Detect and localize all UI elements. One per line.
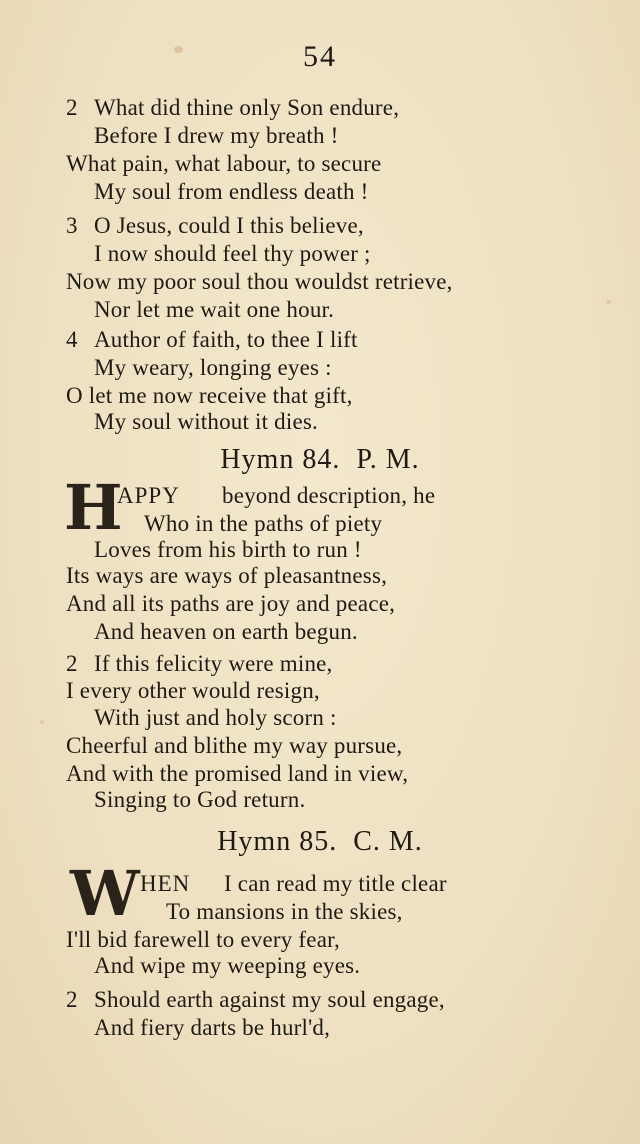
hymn-line: And fiery darts be hurl'd, [94,1015,331,1040]
hymn-line: What pain, what labour, to secure [66,151,382,176]
verse-number: 2 [66,987,78,1012]
drop-cap-letter: H [64,471,123,544]
stain-spot [606,300,611,304]
hymn-line: O let me now receive that gift, [66,383,353,408]
hymn-85-heading [0,826,640,858]
hymn-line: Author of faith, to thee I lift [94,327,358,352]
hymn-line: My weary, longing eyes : [94,355,332,380]
hymn-meter: P. M. [356,444,420,475]
drop-cap-letter: W [70,857,140,930]
hymn-line: Cheerful and blithe my way pursue, [66,733,403,758]
verse-number: 3 [66,213,78,238]
hymn-line: Nor let me wait one hour. [94,297,335,322]
hymn-line: O Jesus, could I this believe, [94,213,364,238]
hymn-line: And all its paths are joy and peace, [66,591,396,616]
hymn-line: What did thine only Son endure, [94,95,400,120]
hymn-line: I every other would resign, [66,678,320,703]
hymn-line: I now should feel thy power ; [94,241,371,266]
hymn-line: To mansions in the skies, [166,899,403,924]
hymn-meter: C. M. [353,826,423,857]
hymn-line: And with the promised land in view, [66,761,409,786]
verse-number: 2 [66,651,78,676]
hymn-line: My soul without it dies. [94,409,318,434]
hymn-line: My soul from endless death ! [94,179,369,204]
hymn-line: Loves from his birth to run ! [94,537,362,562]
page-number: 54 [303,40,337,73]
stain-spot [40,720,44,724]
hymn-line: And heaven on earth begun. [94,619,358,644]
hymn-line: Who in the paths of piety [144,511,383,536]
hymn-line: Now my poor soul thou wouldst retrieve, [66,269,453,294]
hymn-line: I'll bid farewell to every fear, [66,927,340,952]
hymn-line: Singing to God return. [94,787,306,812]
hymn-line: If this felicity were mine, [94,651,333,676]
hymn-line: Before I drew my breath ! [94,123,339,148]
verse-number: 2 [66,95,78,120]
hymn-line: I can read my title clear [224,871,447,896]
hymn-title: Hymn 85. [217,826,338,857]
hymn-line: Its ways are ways of pleasantness, [66,563,388,588]
hymn-line: Should earth against my soul engage, [94,987,445,1012]
verse-number: 4 [66,327,78,352]
first-word-rest: HEN [140,871,191,896]
hymn-line: And wipe my weeping eyes. [94,953,361,978]
hymn-title: Hymn 84. [220,444,341,475]
hymn-line: With just and holy scorn : [94,705,337,730]
hymn-line: beyond description, he [222,483,436,508]
first-word-rest: APPY [117,483,180,508]
